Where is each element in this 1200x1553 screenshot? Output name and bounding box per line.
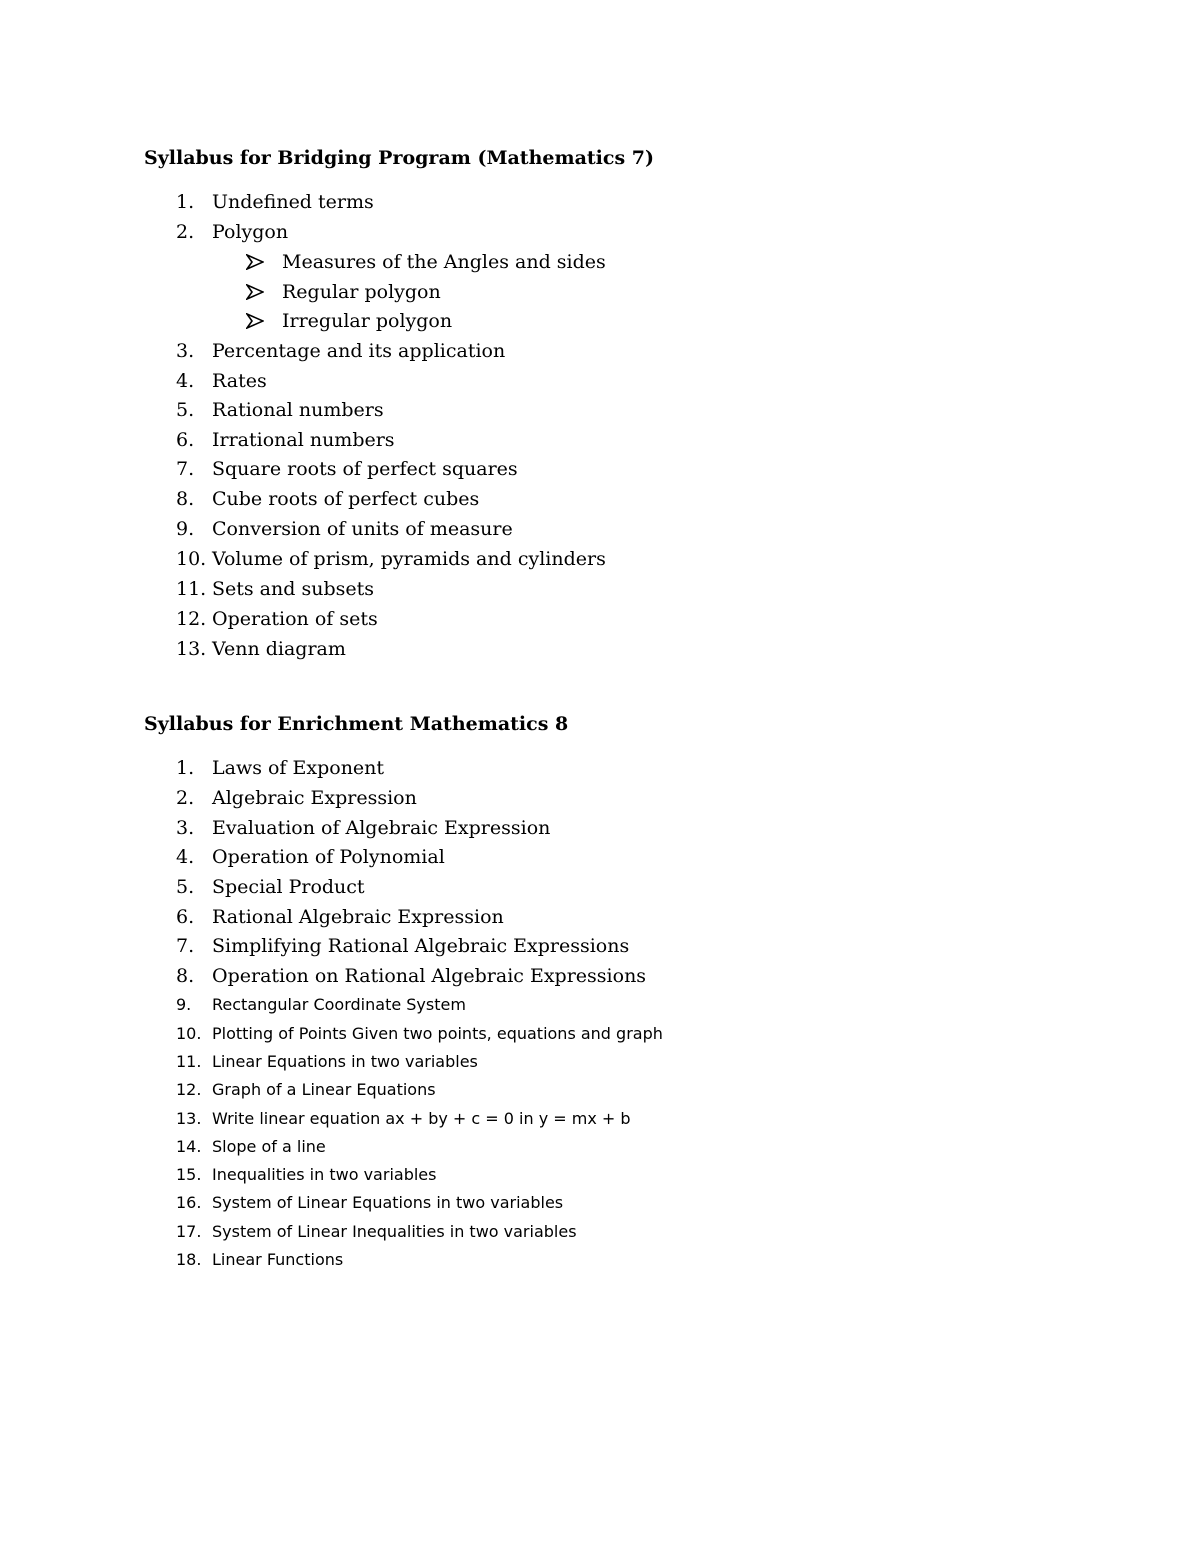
item-number: 17. (176, 1222, 202, 1241)
item-number: 10. (176, 548, 207, 570)
item-number: 4. (176, 370, 195, 392)
item-text: Special Product (212, 876, 365, 898)
sub-item-text: Irregular polygon (282, 310, 453, 332)
item-text: Cube roots of perfect cubes (212, 488, 480, 510)
item-text: Operation on Rational Algebraic Expressions (212, 965, 647, 987)
item-text: Irrational numbers (212, 429, 395, 451)
item-number: 2. (176, 221, 195, 243)
item-number: 9. (176, 518, 195, 540)
arrowhead-bullet-icon (246, 284, 264, 300)
item-number: 2. (176, 787, 195, 809)
section-title-enrichment: Syllabus for Enrichment Mathematics 8 (144, 713, 569, 735)
item-number: 10. (176, 1024, 202, 1043)
item-number: 7. (176, 935, 195, 957)
item-text: Percentage and its application (212, 340, 506, 362)
section-title-bridging: Syllabus for Bridging Program (Mathematics 7) (144, 147, 654, 169)
item-text: Square roots of perfect squares (212, 458, 518, 480)
item-number: 4. (176, 846, 195, 868)
item-number: 5. (176, 876, 195, 898)
item-number: 8. (176, 965, 195, 987)
item-text: Algebraic Expression (212, 787, 417, 809)
item-number: 3. (176, 817, 195, 839)
item-text: Linear Equations in two variables (212, 1052, 478, 1071)
item-text: Write linear equation ax + by + c = 0 in y = mx + b (212, 1109, 631, 1128)
item-number: 18. (176, 1250, 202, 1269)
item-text: Rectangular Coordinate System (212, 995, 466, 1014)
item-text: Conversion of units of measure (212, 518, 513, 540)
item-number: 3. (176, 340, 195, 362)
item-number: 11. (176, 1052, 202, 1071)
item-number: 13. (176, 638, 207, 660)
item-text: Polygon (212, 221, 289, 243)
sub-item-text: Regular polygon (282, 281, 441, 303)
item-text: System of Linear Equations in two variables (212, 1193, 564, 1212)
arrowhead-bullet-icon (246, 313, 264, 329)
item-number: 13. (176, 1109, 202, 1128)
item-text: Inequalities in two variables (212, 1165, 437, 1184)
item-text: Slope of a line (212, 1137, 326, 1156)
item-number: 8. (176, 488, 195, 510)
item-number: 5. (176, 399, 195, 421)
item-number: 16. (176, 1193, 202, 1212)
item-number: 15. (176, 1165, 202, 1184)
item-number: 9. (176, 995, 192, 1014)
arrowhead-bullet-icon (246, 254, 264, 270)
item-text: Volume of prism, pyramids and cylinders (212, 548, 606, 570)
item-number: 14. (176, 1137, 202, 1156)
item-number: 12. (176, 1080, 202, 1099)
item-text: Undefined terms (212, 191, 374, 213)
item-text: Sets and subsets (212, 578, 374, 600)
item-text: Operation of sets (212, 608, 378, 630)
item-number: 7. (176, 458, 195, 480)
item-text: Operation of Polynomial (212, 846, 445, 868)
item-text: Evaluation of Algebraic Expression (212, 817, 551, 839)
item-text: Plotting of Points Given two points, equations and graph (212, 1024, 663, 1043)
item-number: 6. (176, 906, 195, 928)
item-text: Graph of a Linear Equations (212, 1080, 436, 1099)
item-number: 1. (176, 191, 195, 213)
item-text: Laws of Exponent (212, 757, 385, 779)
item-text: System of Linear Inequalities in two variables (212, 1222, 577, 1241)
item-text: Simplifying Rational Algebraic Expressions (212, 935, 630, 957)
item-number: 11. (176, 578, 207, 600)
item-number: 12. (176, 608, 207, 630)
item-text: Rates (212, 370, 267, 392)
item-text: Linear Functions (212, 1250, 344, 1269)
item-text: Rational numbers (212, 399, 384, 421)
item-number: 1. (176, 757, 195, 779)
item-text: Rational Algebraic Expression (212, 906, 504, 928)
item-text: Venn diagram (212, 638, 346, 660)
sub-item-text: Measures of the Angles and sides (282, 251, 606, 273)
item-number: 6. (176, 429, 195, 451)
